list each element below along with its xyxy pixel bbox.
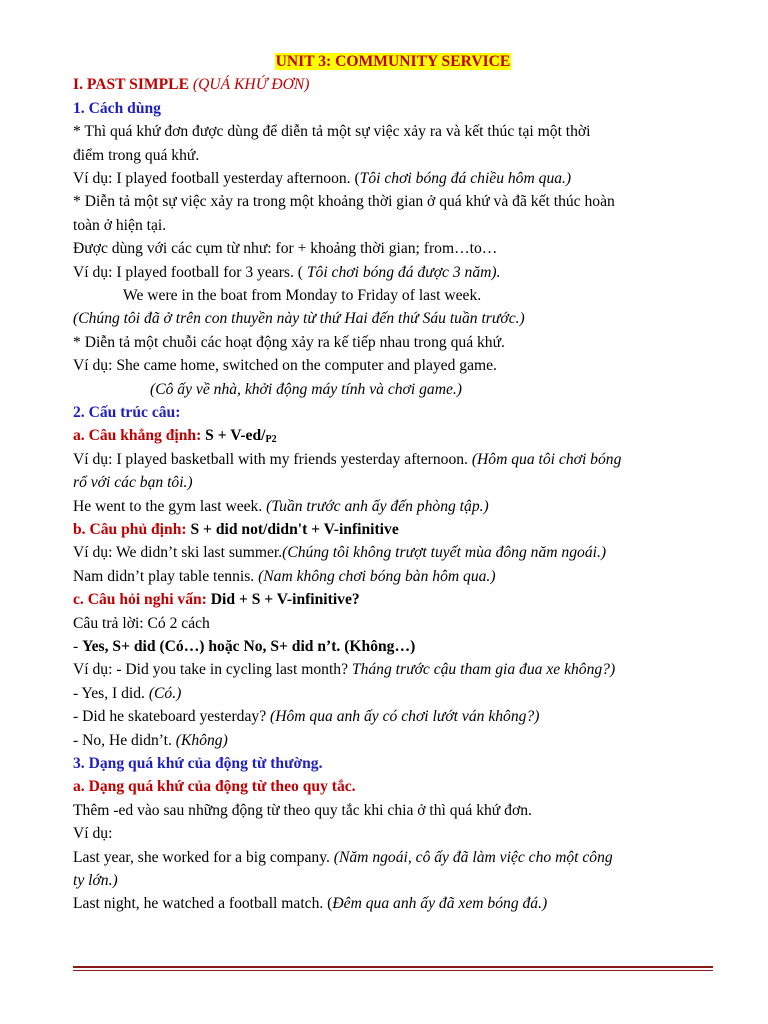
example-line: Ví dụ: I played basketball with my friends yesterday afternoon. (Hôm qua tôi chơi bóng — [73, 450, 622, 468]
subheading-structure: 2. Cấu trúc câu: — [73, 404, 181, 421]
example-line: - Did he skateboard yesterday? (Hôm qua anh ấy có chơi lướt ván không?) — [73, 708, 540, 726]
example-label: Ví dụ: — [73, 825, 113, 843]
example-line: Ví dụ: She came home, switched on the computer and played game. — [73, 357, 497, 375]
example-line: Last year, she worked for a big company. (Năm ngoái, cô ấy đã làm việc cho một công — [73, 848, 613, 866]
regular-verbs-rule: Thêm -ed vào sau những động từ theo quy tắc khi chia ở thì quá khứ đơn. — [73, 801, 532, 819]
answer-intro: Câu trả lời: Có 2 cách — [73, 614, 210, 632]
footer-rule — [73, 966, 713, 968]
usage-paragraph-2: * Diễn tả một sự việc xảy ra trong một khoảng thời gian ở quá khứ và đã kết thúc hoàn — [73, 193, 615, 211]
usage-paragraph-1: * Thì quá khứ đơn được dùng để diễn tả một sự việc xảy ra và kết thúc tại một thời — [73, 123, 591, 141]
example-line: Ví dụ: I played football yesterday afternoon. (Tôi chơi bóng đá chiều hôm qua.) — [73, 170, 572, 187]
example-line: - No, He didn’t. (Không) — [73, 731, 228, 749]
example-line: Ví dụ: - Did you take in cycling last month? Tháng trước cậu tham gia đua xe không?) — [73, 661, 616, 679]
example-line: Ví dụ: We didn’t ski last summer.(Chúng tôi không trượt tuyết mùa đông năm ngoái.) — [73, 544, 607, 562]
negative-heading: b. Câu phủ định: S + did not/didn't + V-infinitive — [73, 521, 399, 538]
footer-rule-thin — [73, 970, 713, 971]
example-translation: rổ với các bạn tôi.) — [73, 474, 193, 492]
regular-verbs-heading: a. Dạng quá khứ của động từ theo quy tắc. — [73, 778, 356, 796]
example-line: - Yes, I did. (Có.) — [73, 684, 182, 702]
affirmative-heading: a. Câu khẳng định: $S + V-ed/_{P2}$ — [73, 427, 277, 446]
example-line: Last night, he watched a football match. (Đêm qua anh ấy đã xem bóng đá.) — [73, 895, 548, 913]
example-translation: (Cô ấy về nhà, khởi động máy tính và chơi game.) — [150, 380, 462, 398]
subheading-usage: 1. Cách dùng — [73, 99, 161, 117]
example-translation: ty lớn.) — [73, 872, 118, 889]
usage-paragraph-1-cont: điểm trong quá khứ. — [73, 146, 200, 164]
example-line: Nam didn’t play table tennis. (Nam không chơi bóng bàn hôm qua.) — [73, 567, 496, 585]
example-line: We were in the boat from Monday to Friday of last week. — [123, 287, 482, 304]
usage-paragraph-4: * Diễn tả một chuỗi các hoạt động xảy ra kế tiếp nhau trong quá khứ. — [73, 333, 505, 351]
section-heading-past-simple: I. PAST SIMPLE (QUÁ KHỨ ĐƠN) — [73, 76, 310, 94]
example-line: He went to the gym last week. (Tuần trước anh ấy đến phòng tập.) — [73, 497, 489, 515]
usage-paragraph-3: Được dùng với các cụm từ như: for + khoảng thời gian; from…to… — [73, 240, 498, 258]
usage-paragraph-2-cont: toàn ở hiện tại. — [73, 216, 167, 234]
subheading-past-forms: 3. Dạng quá khứ của động từ thường. — [73, 755, 323, 772]
example-translation: (Chúng tôi đã ở trên con thuyền này từ thứ Hai đến thứ Sáu tuần trước.) — [73, 310, 525, 328]
example-line: Ví dụ: I played football for 3 years. ( Tôi chơi bóng đá được 3 năm). — [73, 263, 501, 281]
question-heading: c. Câu hỏi nghi vấn: Did + S + V-infinitive? — [73, 591, 360, 609]
answer-forms: - Yes, S+ did (Có…) hoặc No, S+ did n’t. (Không…) — [73, 638, 416, 655]
unit-title: UNIT 3: COMMUNITY SERVICE — [275, 53, 511, 70]
